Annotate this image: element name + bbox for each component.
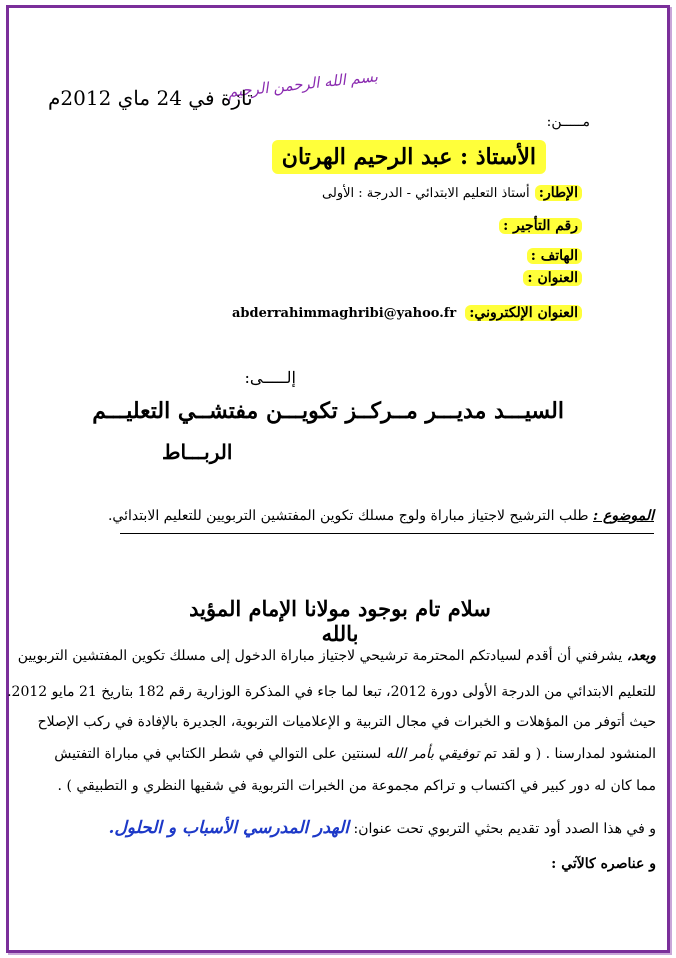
payroll-label: رقم التأجير : bbox=[499, 218, 582, 234]
framework-value: أستاذ التعليم الابتدائي - الدرجة : الأولى bbox=[322, 186, 530, 201]
body-line-1-text: يشرفني أن أقدم لسيادتكم المحترمة ترشيحي لاجتياز مباراة الدخول إلى مسلك تكوين المفتشين التربويين bbox=[17, 648, 623, 664]
from-label: مـــــن: bbox=[546, 114, 590, 130]
body-line-4-c: لسنتين على التوالي في شطر الكتابي في مباراة التفتيش bbox=[54, 746, 382, 762]
framework-row bbox=[322, 182, 582, 201]
basmala-calligraphy: بسم الله الرحمن الرحيم bbox=[226, 67, 379, 102]
body-line-4 bbox=[26, 746, 656, 762]
sender-name: الأستاذ : عبد الرحيم الهرتان bbox=[272, 140, 546, 174]
email-row bbox=[232, 302, 582, 321]
body-line-3: حيث أتوفر من المؤهلات و الخبرات في مجال التربية و الإعلاميات التربوية، الجديرة بالإفادة في ركب الإصلاح bbox=[37, 714, 656, 730]
email-value[interactable]: abderrahimmaghribi@yahoo.fr bbox=[231, 306, 457, 321]
body-line-5: مما كان له دور كبير في اكتساب و تراكم مجموعة من الخبرات التربوية في شقيها النظري و التطبيقي ) . bbox=[57, 778, 656, 794]
letter-date: تازة في 24 ماي 2012م bbox=[48, 86, 253, 110]
subject-row bbox=[14, 508, 654, 524]
body-line-6-text: و في هذا الصدد أود تقديم بحثي التربوي تحت عنوان: bbox=[353, 821, 656, 837]
recipient-line2: الربـــاط bbox=[162, 440, 233, 464]
body-lead: وبعد، bbox=[626, 648, 656, 664]
email-label: العنوان الإلكتروني: bbox=[465, 305, 582, 321]
body-line-2: للتعليم الابتدائي من الدرجة الأولى دورة 2012، تبعا لما جاء في المذكرة الوزارية رقم 182 بتاريخ 21 مايو 2012. bbox=[7, 684, 656, 700]
body-line-7: و عناصره كالآتي : bbox=[551, 856, 656, 872]
salutation: سلام تام بوجود مولانا الإمام المؤيد بالله bbox=[189, 596, 491, 646]
subject-text: طلب الترشيح لاجتياز مباراة ولوج مسلك تكوين المفتشين التربويين للتعليم الابتدائي. bbox=[107, 508, 589, 524]
research-title: الهدر المدرسي الأسباب و الحلول. bbox=[108, 818, 350, 838]
to-label: إلـــــى: bbox=[244, 368, 296, 387]
recipient-line1: السيـــد مديـــر مــركــز تكويـــن مفتشــي التعليـــم bbox=[92, 398, 564, 424]
body-line-1 bbox=[17, 648, 656, 664]
subject-label: الموضوع : bbox=[593, 508, 654, 524]
body-line-4-b: ( و لقد تم bbox=[483, 746, 542, 762]
body-line-6 bbox=[26, 818, 656, 838]
body-line-4-italic: توفيقي بأمر الله bbox=[385, 746, 480, 762]
body-line-4-a: المنشود لمدارسنا . bbox=[545, 746, 656, 762]
framework-label: الإطار: bbox=[535, 185, 582, 201]
phone-label: الهاتف : bbox=[527, 248, 582, 264]
address-label: العنوان : bbox=[523, 270, 582, 286]
subject-underline bbox=[120, 533, 654, 534]
